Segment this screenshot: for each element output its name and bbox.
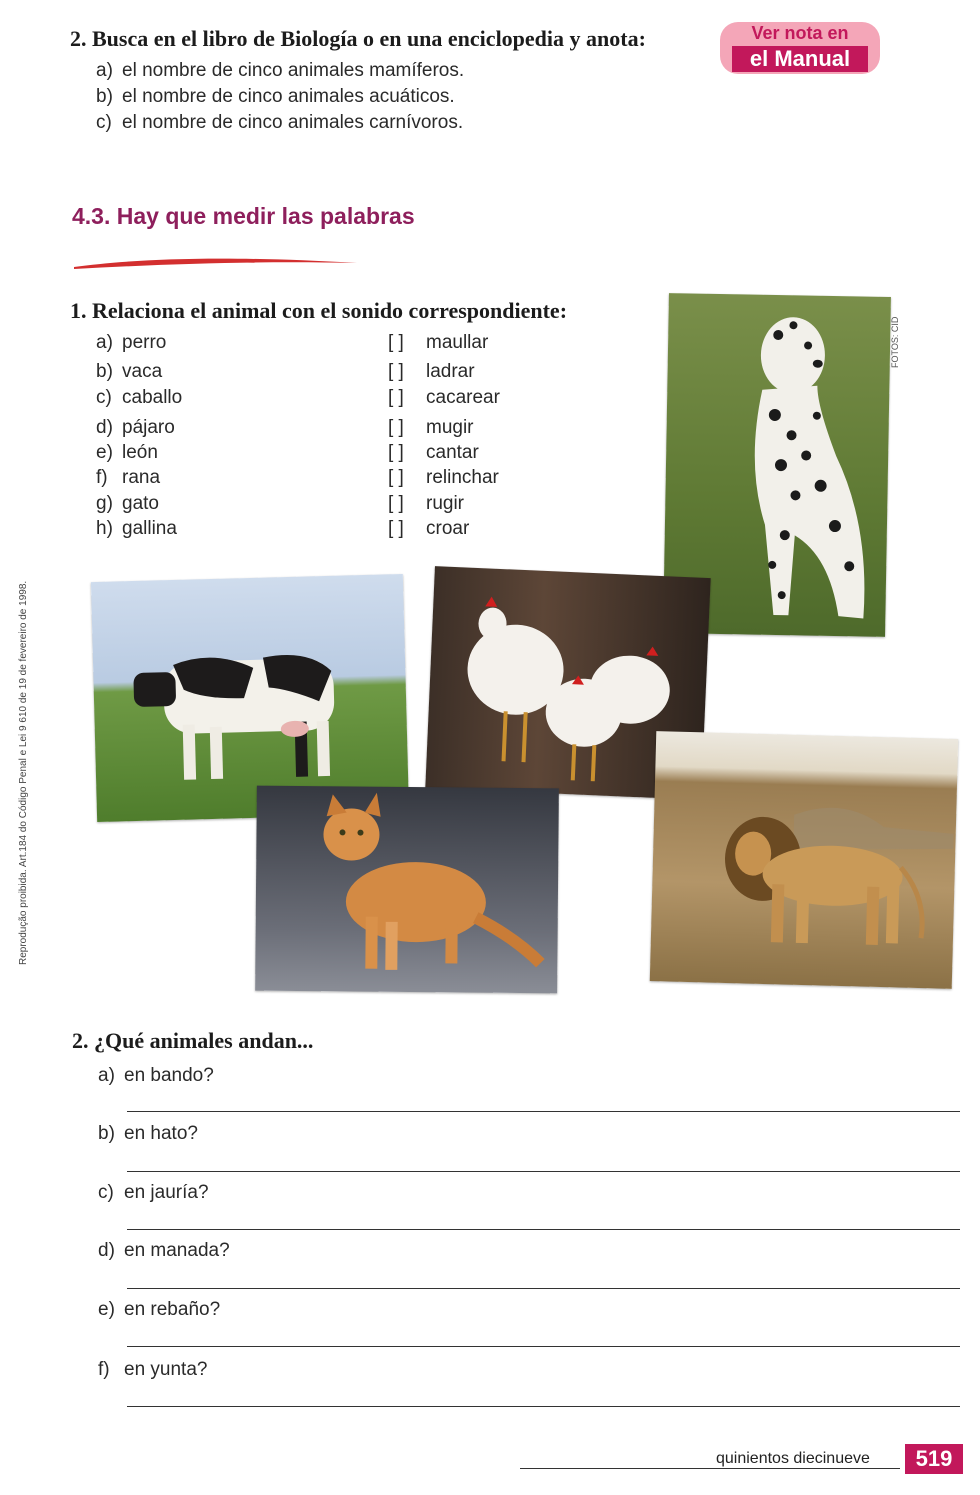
- answer-bracket[interactable]: [ ]: [388, 417, 404, 438]
- section-title: 4.3. Hay que medir las palabras: [72, 203, 415, 229]
- animal-item: d) pájaro: [96, 417, 175, 438]
- question-item: e) en rebaño?: [98, 1299, 221, 1320]
- animal-item: f) rana: [96, 467, 161, 488]
- animal-item: a) perro: [96, 332, 167, 353]
- badge-bottom-text: el Manual: [732, 46, 868, 72]
- answer-line[interactable]: [127, 1288, 960, 1289]
- answer-bracket[interactable]: [ ]: [388, 387, 404, 408]
- answer-line[interactable]: [127, 1346, 960, 1347]
- answer-bracket[interactable]: [ ]: [388, 361, 404, 382]
- sound-item[interactable]: [ ] croar: [388, 518, 470, 539]
- question-item: c) en jauría?: [98, 1182, 209, 1203]
- sound-item[interactable]: [ ] maullar: [388, 332, 489, 353]
- animal-item: e) león: [96, 442, 158, 463]
- footer-rule: [520, 1468, 900, 1469]
- question-item: b) en hato?: [98, 1123, 198, 1144]
- cat-photo: [255, 786, 559, 994]
- exercise-2-title: 2. Busca en el libro de Biología o en una enciclopedia y anota:: [70, 26, 646, 51]
- question-item: a) en bando?: [98, 1065, 214, 1086]
- animal-item: h) gallina: [96, 518, 177, 539]
- animal-item: c) caballo: [96, 387, 183, 408]
- answer-line[interactable]: [127, 1406, 960, 1407]
- question-item: f) en yunta?: [98, 1359, 208, 1380]
- cow-photo: [91, 574, 409, 822]
- sound-item[interactable]: [ ] mugir: [388, 417, 474, 438]
- sound-item[interactable]: [ ] ladrar: [388, 361, 475, 382]
- exercise-1-title: 1. Relaciona el animal con el sonido correspondiente:: [70, 298, 568, 323]
- manual-note-badge[interactable]: [720, 22, 880, 74]
- badge-top-text: Ver nota en: [751, 23, 849, 43]
- copyright-side-note: Reprodução proibida. Art.184 do Código Penal e Lei 9 610 de 19 de fevereiro de 1998.: [18, 580, 29, 965]
- exercise-2-item-c: c) el nombre de cinco animales carnívoros.: [96, 112, 464, 133]
- sound-item[interactable]: [ ] cantar: [388, 442, 479, 463]
- question-item: d) en manada?: [98, 1240, 230, 1261]
- sound-item[interactable]: [ ] rugir: [388, 493, 465, 514]
- answer-bracket[interactable]: [ ]: [388, 332, 404, 353]
- answer-line[interactable]: [127, 1111, 960, 1112]
- answer-bracket[interactable]: [ ]: [388, 467, 404, 488]
- sound-item[interactable]: [ ] relinchar: [388, 467, 499, 488]
- page-number-words: quinientos diecinueve: [716, 1450, 870, 1467]
- answer-line[interactable]: [127, 1171, 960, 1172]
- answer-bracket[interactable]: [ ]: [388, 518, 404, 539]
- photo-credit: FOTOS: CID: [890, 316, 900, 368]
- red-swoosh-decoration: [72, 255, 362, 271]
- page-number: 519: [905, 1444, 963, 1474]
- answer-line[interactable]: [127, 1229, 960, 1230]
- exercise-2-item-b: b) el nombre de cinco animales acuáticos.: [96, 86, 455, 107]
- exercise-2-item-a: a) el nombre de cinco animales mamíferos.: [96, 60, 465, 81]
- answer-bracket[interactable]: [ ]: [388, 493, 404, 514]
- lion-photo: [650, 731, 958, 989]
- animal-item: b) vaca: [96, 361, 163, 382]
- answer-bracket[interactable]: [ ]: [388, 442, 404, 463]
- animal-item: g) gato: [96, 493, 159, 514]
- sound-item[interactable]: [ ] cacarear: [388, 387, 500, 408]
- exercise-2b-title: 2. ¿Qué animales andan...: [72, 1028, 314, 1053]
